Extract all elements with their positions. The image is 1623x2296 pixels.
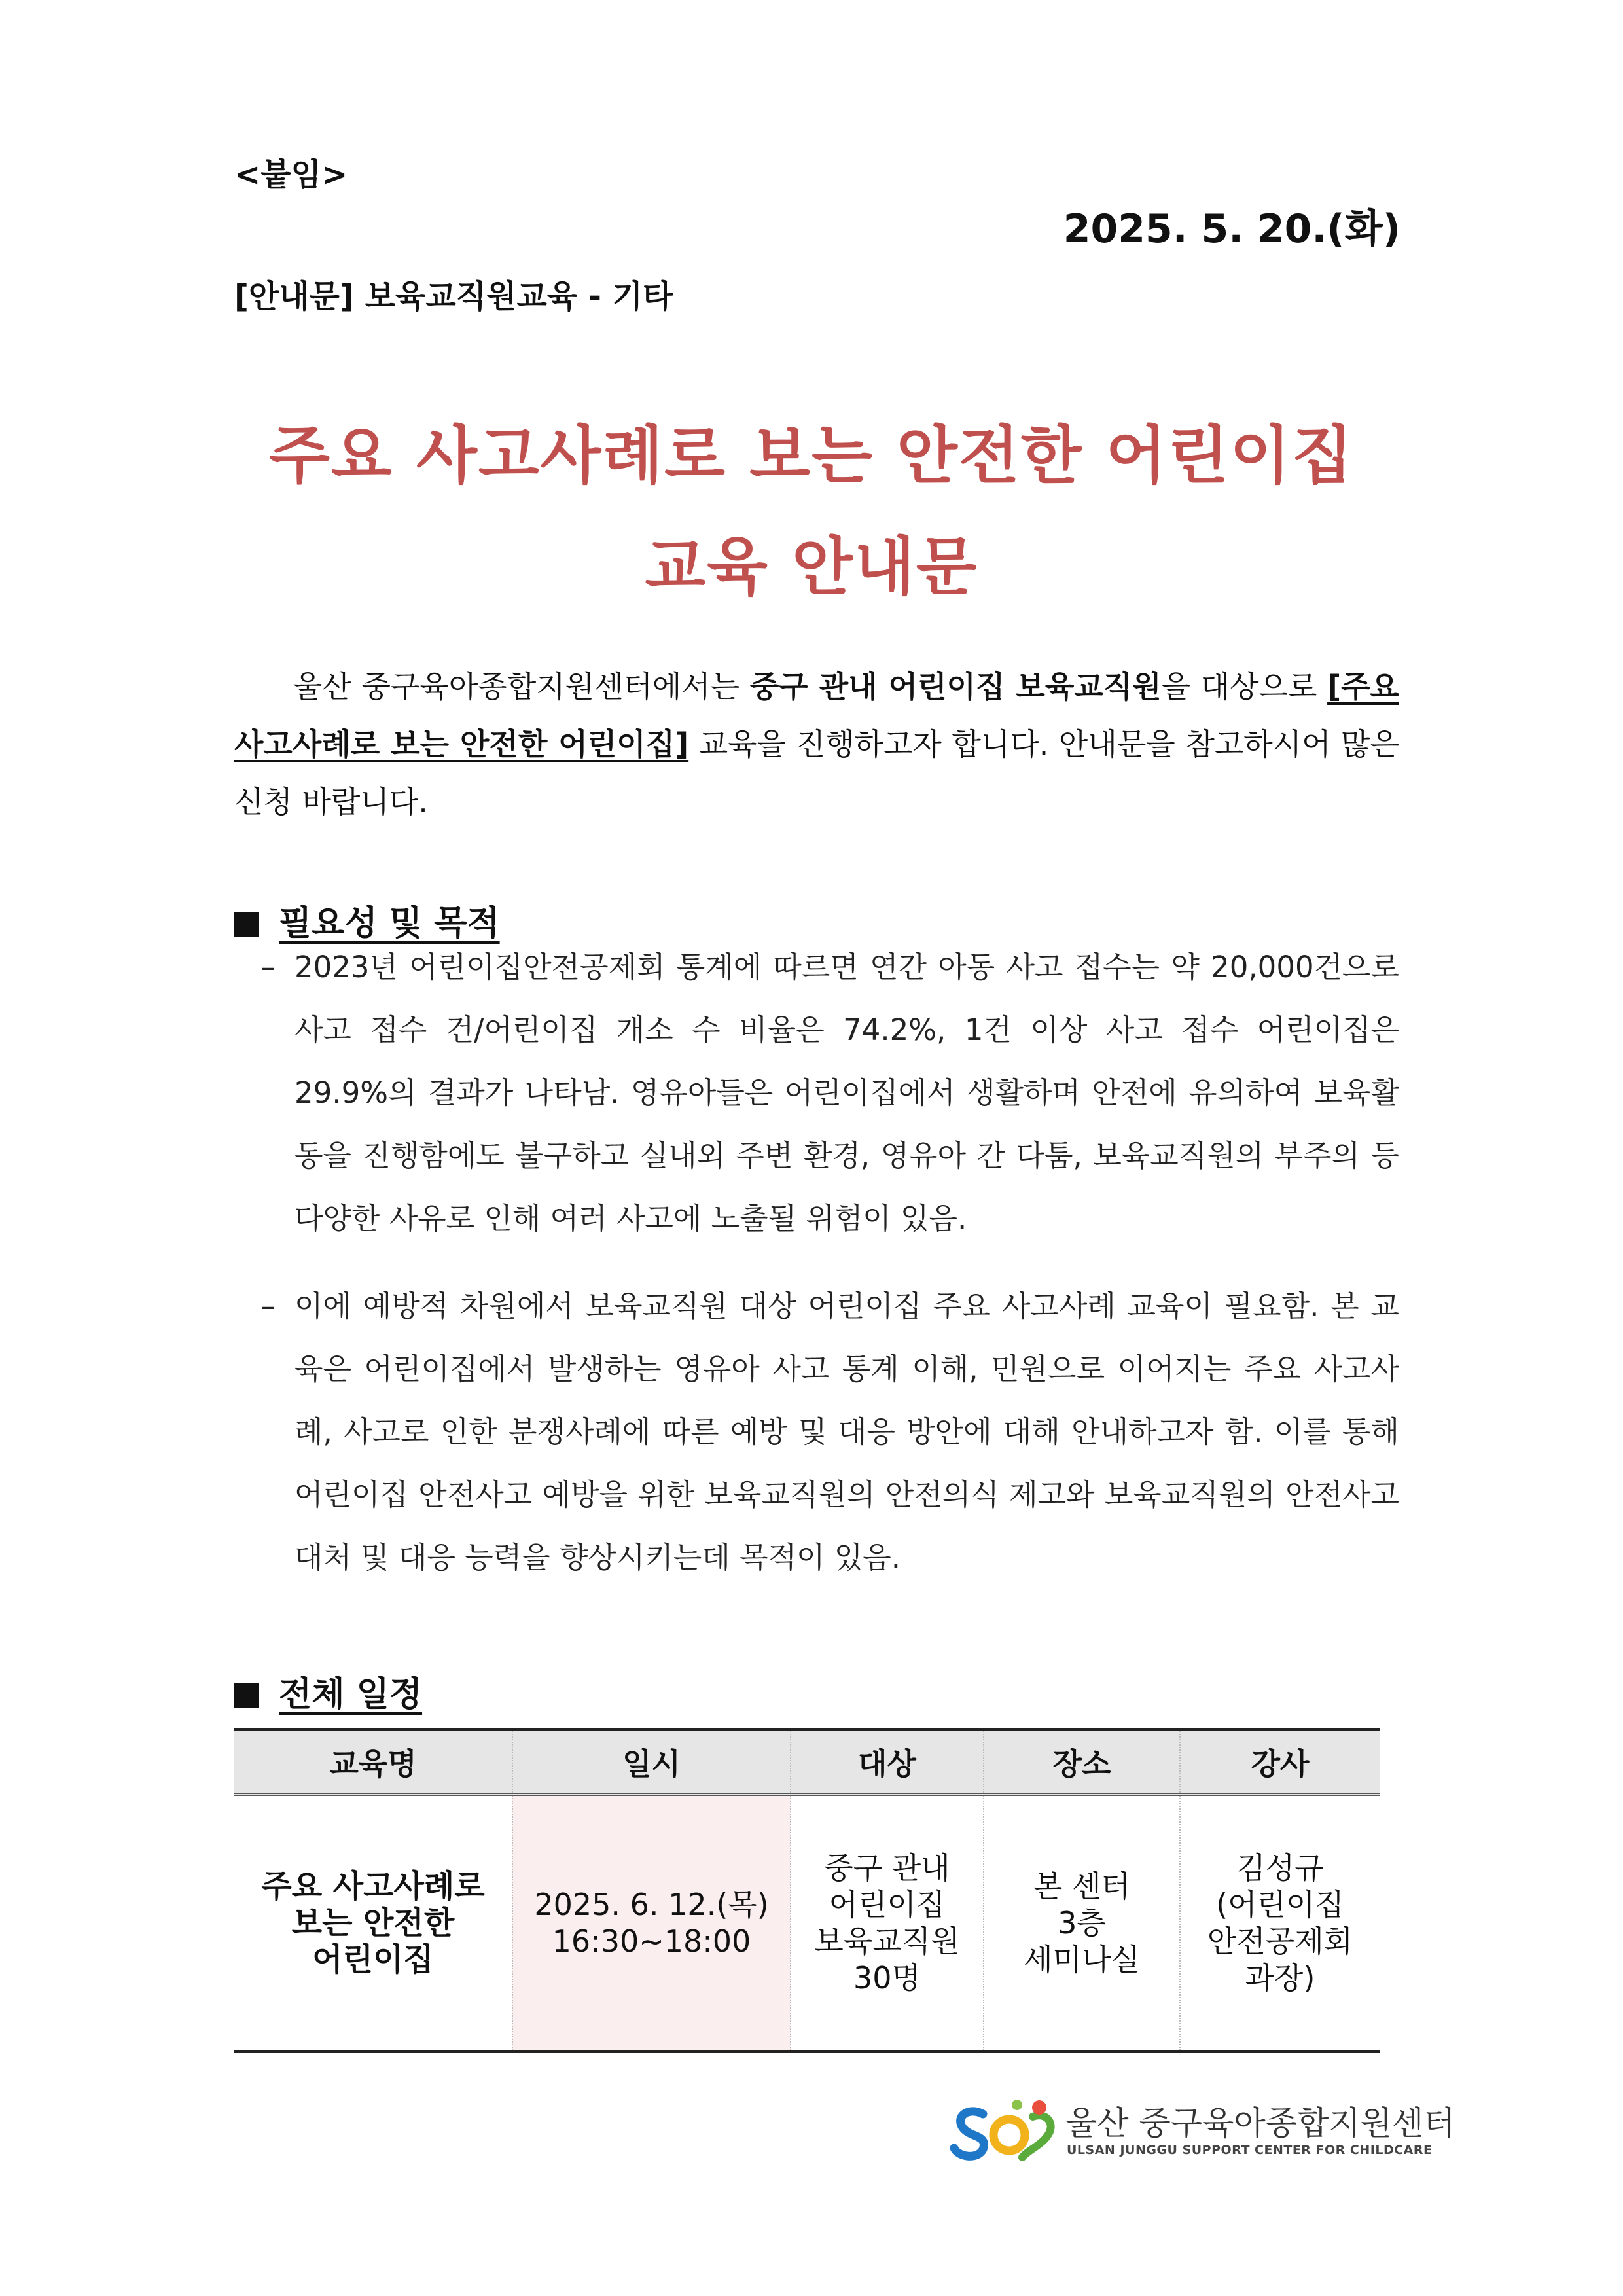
purpose-bullet-1 — [260, 936, 1399, 1250]
bullet-text: 2023년 어린이집안전공제회 통계에 따르면 연간 아동 사고 접수는 약 20,000건으로 사고 접수 건/어린이집 개소 수 비율은 74.2%, 1건 이상 사고 접수 어린이집은 29.9%의 결과가 나타남. 영유아들은 어린이집에서 생활하며 안전에 유의하여 보육활동을 진행함에도 불구하고 실내외 주변 환경, 영유아 간 다툼, 보육교직원의 부주의 등 다양한 사유로 인해 여러 사고에 노출될 위험이 있음. — [294, 950, 1399, 1236]
cell-line: 중구 관내 — [824, 1850, 950, 1886]
intro-text-3: 교육을 진행하고자 합니다. 안내문을 참고하시어 많은 신청 바랍니다. — [234, 726, 1400, 819]
column-header-target: 대상 — [791, 1730, 984, 1795]
attachment-label: <붙임> — [234, 156, 348, 193]
cell-line: 3층 — [1058, 1905, 1106, 1941]
cell-line: 어린이집 — [829, 1887, 946, 1922]
column-header-instructor: 강사 — [1180, 1730, 1380, 1795]
org-logo — [949, 2094, 1455, 2173]
cell-line: (어린이집 — [1216, 1887, 1344, 1922]
cell-line: 과장) — [1245, 1960, 1315, 1996]
cell-line: 주요 사고사례로 — [261, 1868, 485, 1905]
cell-target — [791, 1795, 984, 2052]
cell-line: 2025. 6. 12.(목) — [534, 1887, 769, 1922]
cell-datetime — [512, 1795, 791, 2052]
intro-paragraph — [234, 658, 1399, 831]
section-heading-schedule — [234, 1666, 422, 1715]
cell-line: 보육교직원 — [814, 1924, 960, 1959]
cell-line: 16:30~18:00 — [552, 1924, 751, 1959]
cell-course-name — [234, 1795, 512, 2052]
section-heading-text: 전체 일정 — [279, 1675, 423, 1714]
intro-target-bold: 중구 관내 어린이집 보육교직원 — [749, 669, 1162, 704]
cell-line: 보는 안전한 — [291, 1905, 455, 1941]
square-bullet-icon — [234, 1683, 259, 1708]
table-row — [234, 1795, 1380, 2052]
org-logo-icon — [949, 2094, 1060, 2166]
cell-line: 김성규 — [1236, 1850, 1324, 1886]
square-bullet-icon — [234, 912, 259, 937]
document-date: 2025. 5. 20.(화) — [1063, 206, 1400, 252]
schedule-table — [234, 1728, 1380, 2053]
cell-line: 30명 — [853, 1960, 921, 1996]
purpose-bullet-2 — [260, 1275, 1399, 1589]
cell-line: 안전공제회 — [1207, 1924, 1353, 1959]
cell-instructor — [1180, 1795, 1380, 2052]
cell-line: 어린이집 — [312, 1941, 434, 1978]
org-name: 울산 중구육아종합지원센터 — [1065, 2104, 1455, 2142]
intro-text-2: 을 대상으로 — [1161, 669, 1328, 704]
column-header-place: 장소 — [984, 1730, 1180, 1795]
dash-icon: – — [260, 950, 276, 984]
page-title-line1: 주요 사고사례로 보는 안전한 어린이집 — [269, 419, 1354, 492]
notice-category: [안내문] 보육교직원교육 - 기타 — [234, 278, 673, 315]
table-header-row — [234, 1730, 1380, 1795]
column-header-course: 교육명 — [234, 1730, 512, 1795]
org-name-en: ULSAN JUNGGU SUPPORT CENTER FOR CHILDCARE — [1067, 2143, 1433, 2157]
page-title-line2: 교육 안내문 — [645, 530, 978, 603]
column-header-datetime: 일시 — [512, 1730, 791, 1795]
intro-course-title: [주요 사고사례로 보는 안전한 어린이집] — [234, 669, 1399, 762]
bullet-text: 이에 예방적 차원에서 보육교직원 대상 어린이집 주요 사고사례 교육이 필요함. 본 교육은 어린이집에서 발생하는 영유아 사고 통계 이해, 민원으로 이어지는 주요 사고사례, 사고로 인한 분쟁사례에 따른 예방 및 대응 방안에 대해 안내하고자 함. 이를 통해 어린이집 안전사고 예방을 위한 보육교직원의 안전의식 제고와 보육교직원의 안전사고 대처 및 대응 능력을 향상시키는데 목적이 있음. — [294, 1289, 1399, 1575]
section-heading-text: 필요성 및 목적 — [279, 904, 500, 943]
intro-text-1: 울산 중구육아종합지원센터에서는 — [293, 669, 750, 704]
cell-line: 세미나실 — [1024, 1942, 1140, 1977]
cell-line: 본 센터 — [1033, 1869, 1130, 1904]
cell-place — [984, 1795, 1180, 2052]
dash-icon: – — [260, 1289, 276, 1323]
